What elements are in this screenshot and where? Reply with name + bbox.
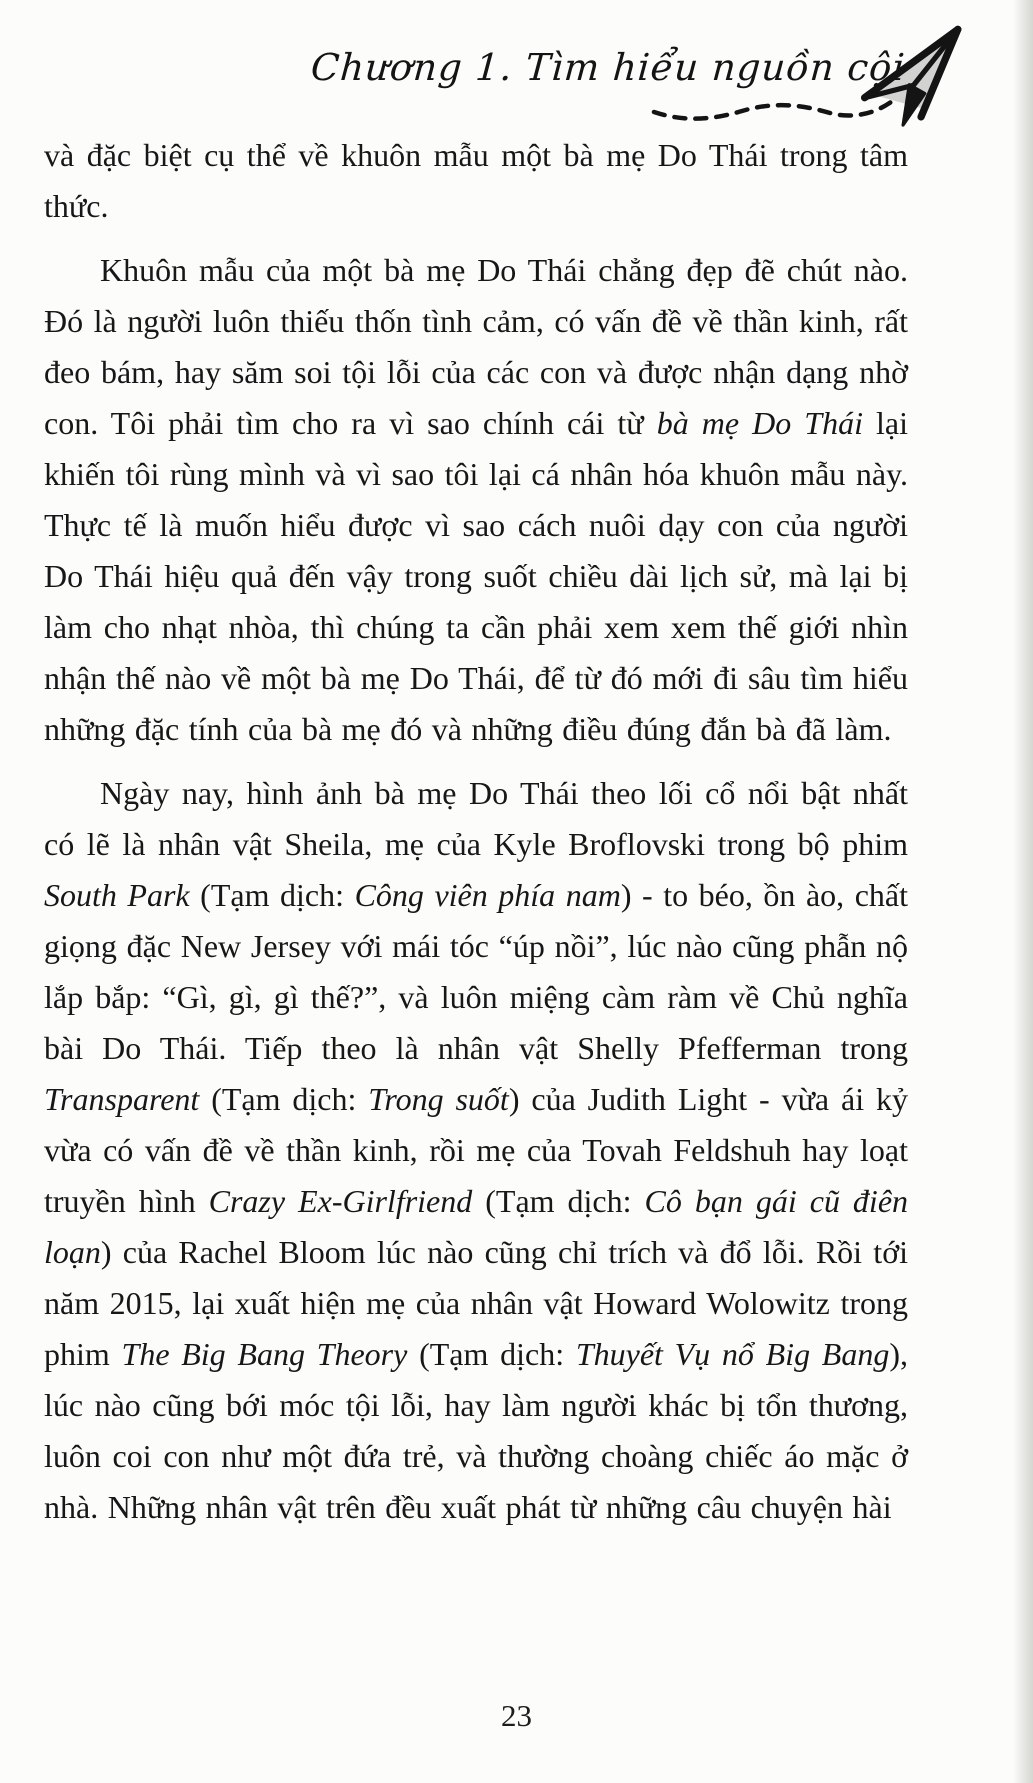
chapter-title: Chương 1. Tìm hiểu nguồn cội — [309, 46, 907, 89]
italic-text-run: Công viên phía nam — [354, 877, 621, 913]
paragraph — [44, 130, 908, 232]
italic-text-run: Crazy Ex-Girlfriend — [208, 1183, 473, 1219]
text-run: ) của Rachel Bloom lúc nào cũng chỉ trích và đổ lỗi. Rồi tới năm 2015, lại xuất hiện mẹ của nhân vật Howard Wolowitz trong phim — [44, 1234, 908, 1372]
scan-edge-shadow — [1013, 0, 1033, 1783]
text-run: (Tạm dịch: — [199, 1081, 369, 1117]
text-block — [44, 130, 908, 1546]
italic-text-run: South Park — [44, 877, 190, 913]
italic-text-run: The Big Bang Theory — [121, 1336, 408, 1372]
paragraph — [44, 768, 908, 1533]
page-number: 23 — [501, 1698, 532, 1733]
text-run: ), lúc nào cũng bới móc tội lỗi, hay làm người khác bị tổn thương, luôn coi con như một đứa trẻ, và thường choàng chiếc áo mặc ở nhà. Những nhân vật trên đều xuất phát từ những câu chuyện hài — [44, 1336, 909, 1525]
text-run: Khuôn mẫu của một bà mẹ Do Thái chẳng đẹp đẽ chút nào. Đó là người luôn thiếu thốn tình cảm, có vấn đề về thần kinh, rất đeo bám, hay săm soi tội lỗi của các con và được nhận dạng nhờ con. Tôi phải tìm cho ra vì sao chính cái từ — [44, 252, 908, 441]
text-run: ) của Judith Light - vừa ái kỷ vừa có vấn đề về thần kinh, rồi mẹ của Tovah Feldshuh hay loạt truyền hình — [44, 1081, 909, 1219]
chapter-header — [0, 0, 1033, 140]
text-run: (Tạm dịch: — [472, 1183, 645, 1219]
italic-text-run: Transparent — [44, 1081, 200, 1117]
paper-plane-icon — [850, 22, 978, 138]
text-run: lại khiến tôi rùng mình và vì sao tôi lại cá nhân hóa khuôn mẫu này. Thực tế là muốn hiểu được vì sao cách nuôi dạy con của người Do Thái hiệu quả đến vậy trong suốt chiều dài lịch sử, mà lại bị làm cho nhạt nhòa, thì chúng ta cần phải xem xem thế giới nhìn nhận thế nào về một bà mẹ Do Thái, để từ đó mới đi sâu tìm hiểu những đặc tính của bà mẹ đó và những điều đúng đắn bà đã làm. — [44, 405, 909, 747]
italic-text-run: Thuyết Vụ nổ Big Bang — [575, 1336, 890, 1372]
text-run: ) - to béo, ồn ào, chất giọng đặc New Jersey với mái tóc “úp nồi”, lúc nào cũng phẫn nộ lắp bắp: “Gì, gì, gì thế?”, và luôn miệng càm ràm về Chủ nghĩa bài Do Thái. Tiếp theo là nhân vật Shelly Pfefferman trong — [44, 877, 909, 1066]
italic-text-run: Cô bạn gái cũ điên loạn — [44, 1183, 909, 1270]
paragraph — [44, 245, 908, 755]
italic-text-run: Trong suốt — [368, 1081, 509, 1117]
text-run: (Tạm dịch: — [407, 1336, 576, 1372]
text-run: (Tạm dịch: — [189, 877, 355, 913]
text-run: và đặc biệt cụ thể về khuôn mẫu một bà mẹ Do Thái trong tâm thức. — [44, 137, 908, 224]
text-run: Ngày nay, hình ảnh bà mẹ Do Thái theo lối cổ nổi bật nhất có lẽ là nhân vật Sheila, mẹ của Kyle Broflovski trong bộ phim — [44, 775, 908, 862]
italic-text-run: bà mẹ Do Thái — [656, 405, 863, 441]
